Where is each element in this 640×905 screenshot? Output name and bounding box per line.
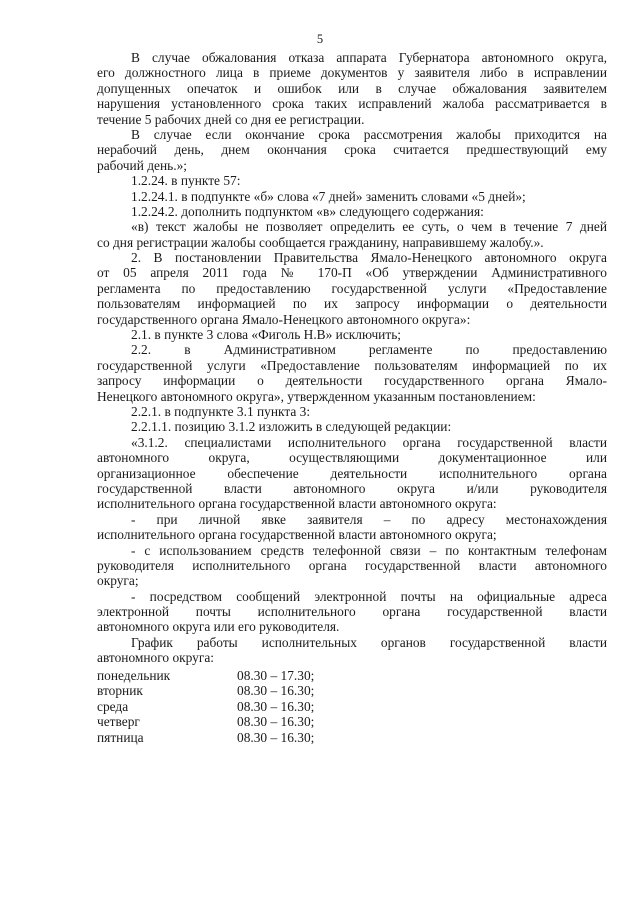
- schedule-row: [97, 699, 607, 715]
- schedule-row: [97, 730, 607, 746]
- text-line: 2.2.1.1. позицию 3.1.2 изложить в следующей редакции:: [131, 419, 452, 435]
- text-line: округа;: [97, 573, 139, 589]
- text-line: государственной услуги «Предоставление пользователям информацией по их: [97, 357, 607, 373]
- text-line: - при личной явке заявителя – по адресу местонахождения: [131, 511, 607, 527]
- text-line: 1.2.24. в пункте 57:: [131, 173, 241, 189]
- text-line: автономного округа, осуществляющими документационное или: [97, 450, 607, 466]
- text-line: автономного округа или его руководителя.: [97, 619, 340, 635]
- page-number: 5: [316, 32, 324, 46]
- text-line: регламента по предоставлению государственной услуги «Предоставление: [97, 280, 607, 296]
- schedule-day: пятница: [97, 730, 144, 745]
- text-line: допущенных опечаток и ошибок или в случае обжалования заявителем: [97, 80, 607, 96]
- text-line: со дня регистрации жалобы сообщается гражданину, направившему жалобу.».: [97, 234, 544, 250]
- text-line: 2.1. в пункте 3 слова «Фиголь Н.В» исключить;: [131, 327, 402, 343]
- work-schedule: [97, 668, 607, 746]
- text-line: нерабочий день, днем окончания срока считается предшествующий ему: [97, 142, 607, 158]
- text-line: - посредством сообщений электронной почты на официальные адреса: [131, 588, 607, 604]
- text-line: График работы исполнительных органов государственной власти: [131, 634, 607, 650]
- text-line: исполнительного органа государственной власти автономного округа;: [97, 527, 497, 543]
- schedule-day: среда: [97, 698, 129, 714]
- document-body: [97, 50, 607, 746]
- text-line: «3.1.2. специалистами исполнительного органа государственной власти: [131, 434, 607, 450]
- paragraph: [97, 543, 607, 589]
- text-line: организационное обеспечение деятельности исполнительного органа: [97, 465, 607, 481]
- text-line: Ненецкого автономного округа», утвержденном указанным постановлением:: [97, 388, 536, 404]
- paragraph: [97, 219, 607, 250]
- schedule-day: вторник: [97, 683, 143, 699]
- schedule-row: [97, 683, 607, 699]
- text-line: исполнительного органа государственной власти автономного округа:: [97, 496, 497, 512]
- schedule-day: четверг: [97, 714, 140, 730]
- text-line: 2. В постановлении Правительства Ямало-Ненецкого автономного округа: [131, 250, 607, 266]
- text-line: рабочий день.»;: [97, 157, 188, 173]
- paragraph: [97, 204, 607, 219]
- text-line: 2.2. в Административном регламенте по предоставлению: [131, 342, 607, 358]
- text-line: его должностного лица в приеме документов у заявителя либо в исправлении: [97, 65, 607, 81]
- schedule-day: понедельник: [97, 667, 171, 683]
- paragraph: [97, 173, 607, 188]
- paragraph: [97, 589, 607, 635]
- paragraph: [97, 512, 607, 543]
- paragraph: [97, 404, 607, 419]
- text-line: запросу информации о деятельности государственного органа Ямало-: [97, 373, 607, 389]
- paragraph: [97, 127, 607, 173]
- text-line: - с использованием средств телефонной связи – по контактным телефонам: [131, 542, 607, 558]
- paragraph: [97, 327, 607, 342]
- text-line: пользователям информацией по их запросу информации о деятельности: [97, 296, 607, 312]
- text-line: В случае если окончание срока рассмотрения жалобы приходится на: [131, 126, 607, 142]
- paragraph: [97, 435, 607, 512]
- text-line: руководителя исполнительного органа государственной власти автономного: [97, 557, 607, 573]
- text-line: государственной власти автономного округа и/или руководителя: [97, 480, 607, 496]
- schedule-row: [97, 714, 607, 730]
- text-line: 1.2.24.2. дополнить подпунктом «в» следующего содержания:: [131, 203, 484, 219]
- text-line: от 05 апреля 2011 года № 170-П «Об утверждении Административного: [97, 265, 607, 281]
- paragraph: [97, 635, 607, 666]
- text-line: электронной почты исполнительного органа государственной власти: [97, 604, 607, 620]
- schedule-row: [97, 668, 607, 684]
- paragraph: [97, 342, 607, 404]
- schedule-hours: 08.30 – 16.30;: [237, 698, 315, 714]
- text-line: В случае обжалования отказа аппарата Губернатора автономного округа,: [131, 50, 607, 65]
- text-line: 1.2.24.1. в подпункте «б» слова «7 дней» заменить словами «5 дней»;: [131, 188, 526, 204]
- schedule-hours: 08.30 – 16.30;: [237, 730, 315, 745]
- schedule-hours: 08.30 – 16.30;: [237, 714, 315, 730]
- paragraph: [97, 419, 607, 434]
- paragraph: [97, 250, 607, 327]
- paragraph: [97, 189, 607, 204]
- text-line: государственного органа Ямало-Ненецкого автономного округа»:: [97, 311, 471, 327]
- text-line: «в) текст жалобы не позволяет определить ее суть, о чем в течение 7 дней: [131, 219, 607, 235]
- schedule-hours: 08.30 – 17.30;: [237, 667, 315, 683]
- paragraph: [97, 50, 607, 127]
- text-line: течение 5 рабочих дней со дня ее регистрации.: [97, 111, 365, 127]
- text-line: нарушения установленного срока таких исправлений жалоба рассматривается в: [97, 96, 607, 112]
- text-line: 2.2.1. в подпункте 3.1 пункта 3:: [131, 403, 311, 419]
- text-line: автономного округа:: [97, 650, 215, 666]
- schedule-hours: 08.30 – 16.30;: [237, 683, 315, 699]
